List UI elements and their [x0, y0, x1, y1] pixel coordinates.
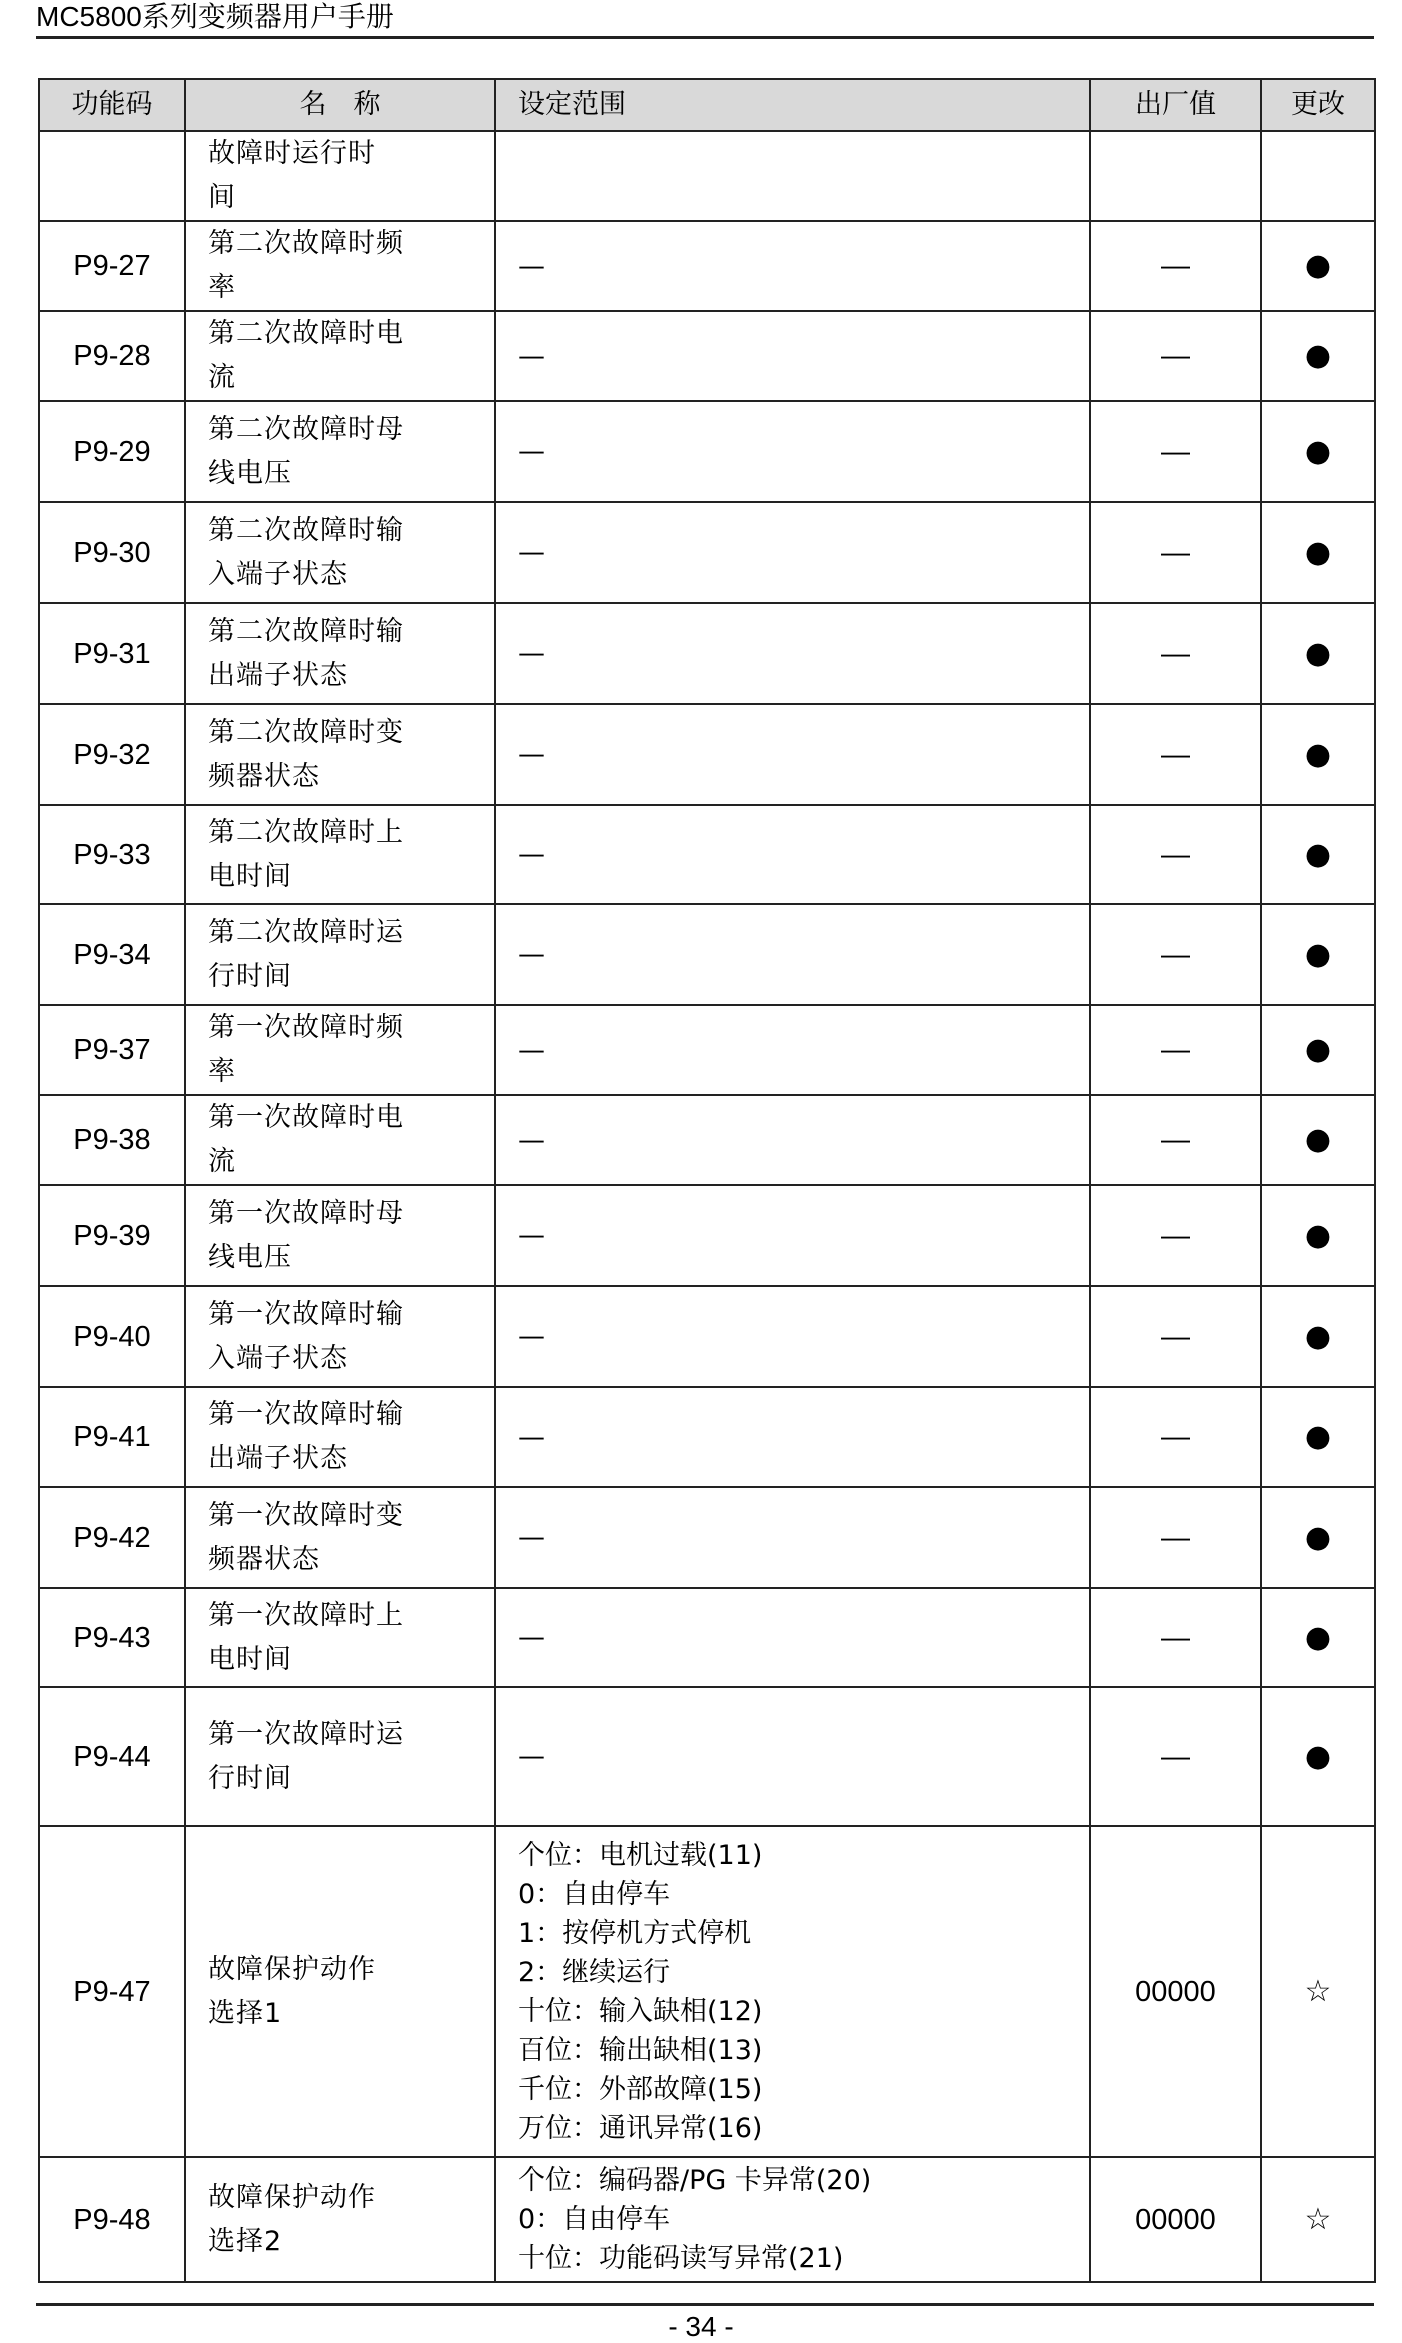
change-attribute: ☆	[1261, 2157, 1375, 2282]
parameter-name-line: 第一次故障时上	[208, 1599, 404, 1631]
table-row	[39, 1185, 1375, 1286]
parameter-name	[185, 1588, 495, 1687]
range-line: —	[518, 1321, 545, 1352]
parameter-name-line: 第一次故障时输	[208, 1399, 404, 1430]
change-attribute: ●	[1261, 401, 1375, 502]
function-code: P9-42	[39, 1487, 185, 1588]
header-divider	[36, 36, 1374, 39]
change-attribute: ●	[1261, 704, 1375, 805]
range-line: —	[518, 638, 545, 669]
function-code: P9-37	[39, 1005, 185, 1095]
setting-range	[495, 1185, 1090, 1286]
setting-range	[495, 704, 1090, 805]
parameter-name-line: 第二次故障时输	[208, 615, 404, 647]
page-number: - 34 -	[668, 2311, 734, 2342]
range-line: —	[518, 1034, 545, 1066]
function-code: P9-40	[39, 1286, 185, 1387]
setting-range	[495, 1286, 1090, 1387]
setting-range	[495, 904, 1090, 1005]
factory-default: —	[1090, 221, 1261, 311]
parameter-name-line: 第一次故障时运	[208, 1718, 404, 1750]
parameter-name-line: 第二次故障时运	[208, 916, 404, 948]
change-attribute: ●	[1261, 1387, 1375, 1487]
function-code: P9-47	[39, 1826, 185, 2157]
change-attribute: ●	[1261, 805, 1375, 904]
range-line: —	[518, 1220, 545, 1251]
parameter-name	[185, 1185, 495, 1286]
parameter-name-line: 故障保护动作	[208, 1953, 376, 1985]
range-line: —	[518, 1741, 545, 1772]
table-row	[39, 704, 1375, 805]
table-row	[39, 1687, 1375, 1826]
parameter-name	[185, 401, 495, 502]
footer-divider	[36, 2303, 1374, 2306]
parameter-name	[185, 1095, 495, 1185]
factory-default	[1090, 131, 1261, 221]
parameter-name	[185, 131, 495, 221]
change-attribute: ☆	[1261, 1826, 1375, 2157]
function-code: P9-34	[39, 904, 185, 1005]
parameter-name-line: 频器状态	[208, 1543, 320, 1575]
range-line: —	[518, 1421, 545, 1453]
table-row	[39, 1286, 1375, 1387]
table-row	[39, 1005, 1375, 1095]
setting-range	[495, 1588, 1090, 1687]
setting-range	[495, 1095, 1090, 1185]
factory-default: —	[1090, 1588, 1261, 1687]
function-code: P9-29	[39, 401, 185, 502]
factory-default: —	[1090, 904, 1261, 1005]
table-row	[39, 1588, 1375, 1687]
setting-range	[495, 2157, 1090, 2282]
parameter-name-line: 流	[208, 1146, 236, 1177]
table-header-row	[39, 79, 1375, 131]
document-header-title: MC5800系列变频器用户手册	[36, 1, 394, 32]
function-code: P9-48	[39, 2157, 185, 2282]
factory-default: —	[1090, 502, 1261, 603]
parameter-name-line: 第二次故障时母	[208, 413, 404, 445]
change-attribute: ●	[1261, 311, 1375, 401]
parameter-name-line: 电时间	[208, 1643, 292, 1675]
factory-default: —	[1090, 401, 1261, 502]
change-attribute: ●	[1261, 1185, 1375, 1286]
setting-range	[495, 805, 1090, 904]
change-attribute: ●	[1261, 1095, 1375, 1185]
table-row	[39, 311, 1375, 401]
parameter-name-line: 第一次故障时电	[208, 1102, 404, 1133]
parameter-name-line: 线电压	[208, 1241, 292, 1273]
parameter-name-line: 第二次故障时变	[208, 716, 404, 748]
factory-default: —	[1090, 1687, 1261, 1826]
factory-default: —	[1090, 1286, 1261, 1387]
change-attribute: ●	[1261, 603, 1375, 704]
function-code: P9-33	[39, 805, 185, 904]
parameter-name-line: 流	[208, 362, 236, 393]
range-line: —	[518, 436, 545, 467]
function-code: P9-28	[39, 311, 185, 401]
change-attribute: ●	[1261, 904, 1375, 1005]
parameter-name-line: 入端子状态	[208, 1342, 348, 1374]
function-code: P9-31	[39, 603, 185, 704]
parameter-name-line: 第一次故障时母	[208, 1197, 404, 1229]
parameter-name-line: 出端子状态	[208, 1443, 348, 1474]
parameter-name-line: 率	[208, 1056, 236, 1087]
range-line: —	[518, 1622, 545, 1653]
parameter-name-line: 电时间	[208, 860, 292, 892]
range-line: 百位：输出缺相(13)	[518, 2034, 763, 2066]
setting-range	[495, 1826, 1090, 2157]
setting-range	[495, 603, 1090, 704]
function-code: P9-30	[39, 502, 185, 603]
setting-range	[495, 401, 1090, 502]
table-row	[39, 401, 1375, 502]
change-attribute: ●	[1261, 502, 1375, 603]
parameter-name-line: 第二次故障时上	[208, 816, 404, 848]
parameter-name-line: 选择1	[208, 1997, 283, 2029]
change-attribute: ●	[1261, 1588, 1375, 1687]
factory-default: —	[1090, 1185, 1261, 1286]
parameter-name-line: 行时间	[208, 1762, 292, 1794]
range-line: —	[518, 739, 545, 770]
parameter-name-line: 第一次故障时输	[208, 1298, 404, 1330]
parameter-name	[185, 221, 495, 311]
table-row	[39, 1095, 1375, 1185]
table-row	[39, 131, 1375, 221]
table-row	[39, 1487, 1375, 1588]
range-line: 2：继续运行	[518, 1956, 671, 1988]
range-line: 万位：通讯异常(16)	[518, 2112, 763, 2144]
parameter-table	[38, 78, 1376, 2283]
range-line: 十位：输入缺相(12)	[518, 1995, 763, 2027]
factory-default: —	[1090, 1387, 1261, 1487]
table-row	[39, 805, 1375, 904]
function-code: P9-39	[39, 1185, 185, 1286]
range-line: 千位：外部故障(15)	[518, 2073, 763, 2105]
column-header: 设定范围	[495, 79, 1090, 131]
table-row	[39, 502, 1375, 603]
parameter-name	[185, 1826, 495, 2157]
range-line: 十位：功能码读写异常(21)	[518, 2243, 844, 2274]
factory-default: —	[1090, 603, 1261, 704]
parameter-name	[185, 1487, 495, 1588]
parameter-name-line: 选择2	[208, 2225, 283, 2257]
table-row	[39, 904, 1375, 1005]
setting-range	[495, 502, 1090, 603]
function-code: P9-38	[39, 1095, 185, 1185]
setting-range	[495, 1687, 1090, 1826]
parameter-name-line: 第一次故障时变	[208, 1499, 404, 1531]
column-header: 出厂值	[1090, 79, 1261, 131]
parameter-name	[185, 1687, 495, 1826]
table-row	[39, 221, 1375, 311]
factory-default: —	[1090, 1005, 1261, 1095]
parameter-name-line: 出端子状态	[208, 659, 348, 691]
parameter-name	[185, 704, 495, 805]
parameter-name-line: 第一次故障时频	[208, 1012, 404, 1043]
parameter-name-line: 行时间	[208, 960, 292, 992]
parameter-name	[185, 311, 495, 401]
parameter-name-line: 第二次故障时输	[208, 514, 404, 546]
factory-default: —	[1090, 1095, 1261, 1185]
range-line: —	[518, 939, 545, 970]
range-line: —	[518, 537, 545, 568]
factory-default: —	[1090, 805, 1261, 904]
function-code: P9-43	[39, 1588, 185, 1687]
factory-default: 00000	[1090, 2157, 1261, 2282]
range-line: —	[518, 1522, 545, 1553]
parameter-name-line: 频器状态	[208, 760, 320, 792]
function-code: P9-44	[39, 1687, 185, 1826]
change-attribute: ●	[1261, 221, 1375, 311]
setting-range	[495, 311, 1090, 401]
setting-range	[495, 221, 1090, 311]
parameter-name-line: 第二次故障时电	[208, 318, 404, 349]
setting-range	[495, 1005, 1090, 1095]
factory-default: —	[1090, 1487, 1261, 1588]
parameter-name	[185, 502, 495, 603]
parameter-name-line: 率	[208, 272, 236, 303]
change-attribute: ●	[1261, 1005, 1375, 1095]
parameter-name-line: 线电压	[208, 457, 292, 489]
parameter-name	[185, 1387, 495, 1487]
factory-default: —	[1090, 311, 1261, 401]
range-line: —	[518, 839, 545, 870]
parameter-name-line: 故障保护动作	[208, 2181, 376, 2213]
range-line: 1：按停机方式停机	[518, 1917, 752, 1949]
setting-range	[495, 1487, 1090, 1588]
range-line: —	[518, 1124, 545, 1156]
column-header: 更改	[1261, 79, 1375, 131]
parameter-name	[185, 603, 495, 704]
change-attribute	[1261, 131, 1375, 221]
function-code: P9-32	[39, 704, 185, 805]
range-line: —	[518, 250, 545, 282]
table-row	[39, 2157, 1375, 2282]
range-line: 0：自由停车	[518, 1878, 671, 1910]
table-row	[39, 1826, 1375, 2157]
range-line: —	[518, 340, 545, 372]
range-line: 个位：编码器/PG 卡异常(20)	[518, 2165, 872, 2196]
parameter-name	[185, 1286, 495, 1387]
parameter-name-line: 入端子状态	[208, 558, 348, 590]
range-line: 个位：电机过载(11)	[518, 1839, 763, 1871]
table-row	[39, 1387, 1375, 1487]
parameter-name	[185, 1005, 495, 1095]
parameter-name	[185, 2157, 495, 2282]
change-attribute: ●	[1261, 1687, 1375, 1826]
column-header: 功能码	[39, 79, 185, 131]
parameter-name-line: 间	[208, 182, 236, 213]
change-attribute: ●	[1261, 1286, 1375, 1387]
setting-range	[495, 1387, 1090, 1487]
function-code: P9-41	[39, 1387, 185, 1487]
function-code: P9-27	[39, 221, 185, 311]
function-code	[39, 131, 185, 221]
setting-range	[495, 131, 1090, 221]
parameter-name-line: 第二次故障时频	[208, 228, 404, 259]
column-header: 名 称	[185, 79, 495, 131]
parameter-name	[185, 904, 495, 1005]
factory-default: —	[1090, 704, 1261, 805]
change-attribute: ●	[1261, 1487, 1375, 1588]
factory-default: 00000	[1090, 1826, 1261, 2157]
table-row	[39, 603, 1375, 704]
range-line: 0：自由停车	[518, 2204, 671, 2235]
parameter-name-line: 故障时运行时	[208, 138, 376, 169]
parameter-name	[185, 805, 495, 904]
